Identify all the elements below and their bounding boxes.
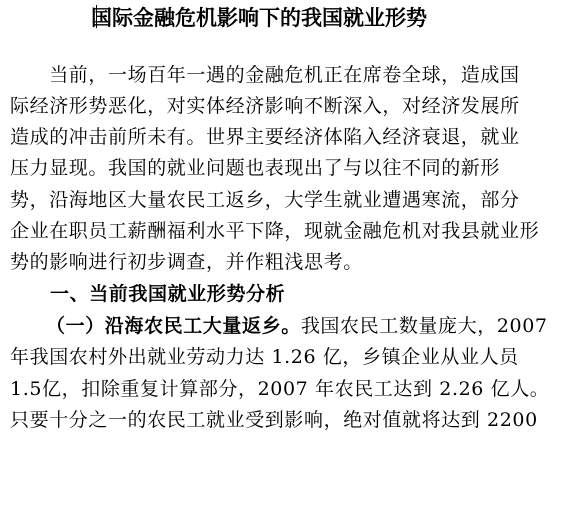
- intro-line: 企业在职员工薪酬福利水平下降，现就金融危机对我县就业形: [10, 220, 540, 242]
- subsection-line: 年我国农村外出就业劳动力达 1.26 亿，乡镇企业从业人员: [10, 346, 519, 368]
- intro-line: 势，沿海地区大量农民工返乡，大学生就业遭遇寒流，部分: [10, 189, 520, 211]
- intro-line: 当前，一场百年一遇的金融危机正在席卷全球，造成国: [10, 64, 520, 86]
- intro-line: 势的影响进行初步调查，并作粗浅思考。: [10, 251, 363, 273]
- intro-line: 压力显现。我国的就业问题也表现出了与以往不同的新形: [10, 157, 501, 179]
- section-heading: 一、当前我国就业形势分析: [50, 283, 286, 305]
- intro-line: 造成的冲击前所未有。世界主要经济体陷入经济衰退，就业: [10, 126, 520, 148]
- subsection-line: 1.5亿，扣除重复计算部分，2007 年农民工达到 2.26 亿人。: [10, 378, 550, 400]
- document-title: 国际金融危机影响下的我国就业形势: [91, 6, 427, 30]
- subsection-lead: [46, 314, 548, 338]
- intro-line: 际经济形势恶化，对实体经济影响不断深入，对经济发展所: [10, 95, 520, 117]
- subsection-line: 只要十分之一的农民工就业受到影响，绝对值就将达到 2200: [10, 409, 538, 431]
- subsection-title: （一）沿海农民工大量返乡。: [46, 315, 301, 337]
- subsection-lead-text: 我国农民工数量庞大，2007: [300, 315, 548, 337]
